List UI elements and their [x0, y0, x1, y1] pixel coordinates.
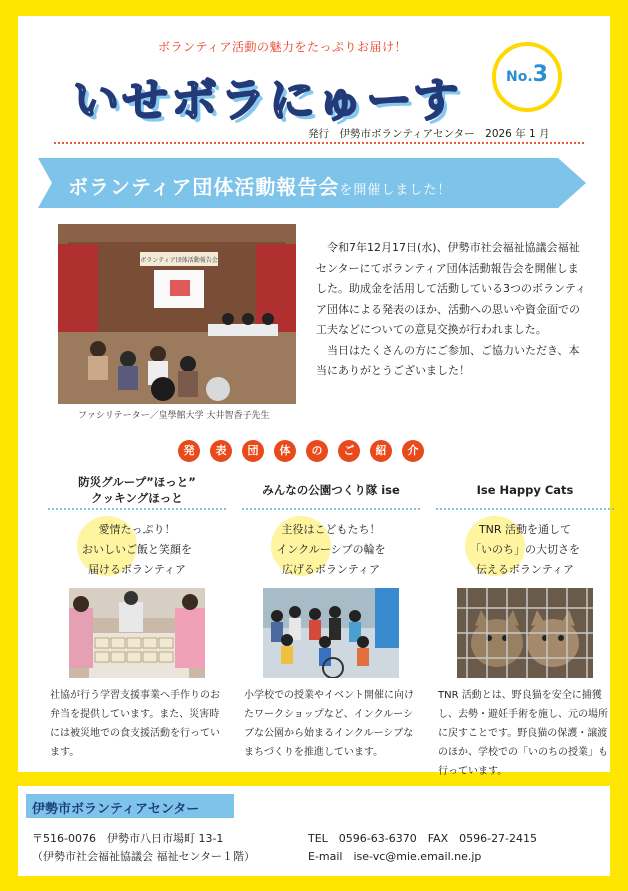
divider	[242, 508, 420, 510]
highlight-line: おいしいご飯と笑顔を	[82, 543, 192, 556]
highlight-line: 主役はこどもたち！	[281, 523, 381, 536]
groups-intro-heading	[178, 440, 424, 462]
intro-char: 団	[242, 440, 264, 462]
email[interactable]: E-mail ise-vc@mie.email.ne.jp	[308, 850, 482, 863]
address-line-2: （伊勢市社会福祉協議会 福祉センター１階）	[32, 850, 256, 863]
divider	[54, 142, 584, 144]
group-name	[434, 472, 616, 508]
issue-number: 3	[532, 62, 548, 87]
group-name-line1: みんなの公園つくり隊 ise	[262, 483, 400, 497]
event-photo	[58, 224, 296, 404]
intro-char: 発	[178, 440, 200, 462]
footer-contact	[308, 830, 537, 866]
highlight-line: 伝えるボランティア	[475, 563, 575, 576]
intro-char: 紹	[370, 440, 392, 462]
group-card-park	[240, 472, 422, 772]
divider	[48, 508, 226, 510]
issue-badge	[492, 42, 562, 112]
footer	[18, 786, 610, 876]
group-name	[240, 472, 422, 508]
group-photo	[69, 588, 205, 678]
address-line-1: 〒516-0076 伊勢市八日市場町 13-1	[32, 832, 224, 845]
intro-char: 体	[274, 440, 296, 462]
intro-char: 介	[402, 440, 424, 462]
highlight-line: 「いのち」の大切さを	[470, 543, 580, 556]
section-banner-text	[68, 171, 451, 200]
banner-title: ボランティア団体活動報告会	[68, 175, 340, 199]
highlight-line: TNR 活動を通して	[478, 523, 572, 536]
group-card-cats	[434, 472, 616, 777]
group-highlight	[249, 520, 413, 580]
group-name-line1: Ise Happy Cats	[476, 483, 574, 497]
group-name	[46, 472, 228, 508]
banner-suffix: を開催しました！	[339, 183, 452, 198]
issue-prefix: No.	[506, 69, 533, 85]
group-description: 小学校での授業やイベント開催に向けたワークショップなど、インクルーシブな公園から始まるインクルーシブなまちづくりを推進しています。	[244, 690, 414, 758]
footer-address	[32, 830, 255, 866]
newsletter-title: いせボラにゅーす	[73, 73, 462, 127]
group-card-cooking	[46, 472, 228, 772]
publisher-line: 発行 伊勢市ボランティアセンター 2026 年 1 月	[308, 128, 550, 140]
tel-fax: TEL 0596-63-6370 FAX 0596-27-2415	[308, 832, 538, 845]
group-photo	[263, 588, 399, 678]
intro-char: 表	[210, 440, 232, 462]
report-article	[316, 238, 588, 382]
group-description: TNR 活動とは、野良猫を安全に捕獲し、去勢・避妊手術を施し、元の場所に戻すことです。野良猫の保護・譲渡のほか、学校での「いのちの授業」も行っています。	[438, 690, 608, 777]
footer-org-name: 伊勢市ボランティアセンター	[32, 802, 200, 817]
group-name-line2: クッキングほっと	[91, 491, 183, 505]
tagline: ボランティア活動の魅力をたっぷりお届け！	[158, 40, 408, 54]
intro-char: の	[306, 440, 328, 462]
photo-sign-text: ボランティア団体活動報告会	[140, 257, 218, 264]
group-highlight	[55, 520, 219, 580]
group-name-line1: 防災グループ”ほっと”	[78, 475, 196, 489]
group-highlight	[443, 520, 607, 580]
photo-caption: ファシリテーター／皇學館大学 大井智香子先生	[78, 411, 270, 421]
highlight-line: 広げるボランティア	[281, 563, 381, 576]
report-paragraph-2: 当日はたくさんの方にご参加、ご協力いただき、本当にありがとうございました！	[316, 343, 580, 377]
divider	[436, 508, 614, 510]
report-paragraph-1: 令和7年12月17日(水)、伊勢市社会福祉協議会福祉センターにてボランティア団体活動報告会を開催しました。助成金を活用して活動している3つのボランティア団体による発表のほか、活動への思いや資金面での工夫などについての意見交換が行われました。	[316, 241, 587, 336]
group-description: 社協が行う学習支援事業へ手作りのお弁当を提供しています。また、災害時には被災地での食支援活動を行っています。	[50, 690, 220, 758]
highlight-line: 愛情たっぷり！	[98, 523, 176, 536]
highlight-line: インクルーシブの輪を	[276, 543, 386, 556]
highlight-line: 届けるボランティア	[87, 563, 187, 576]
intro-char: ご	[338, 440, 360, 462]
newsletter-sheet	[18, 16, 610, 777]
group-photo	[457, 588, 593, 678]
